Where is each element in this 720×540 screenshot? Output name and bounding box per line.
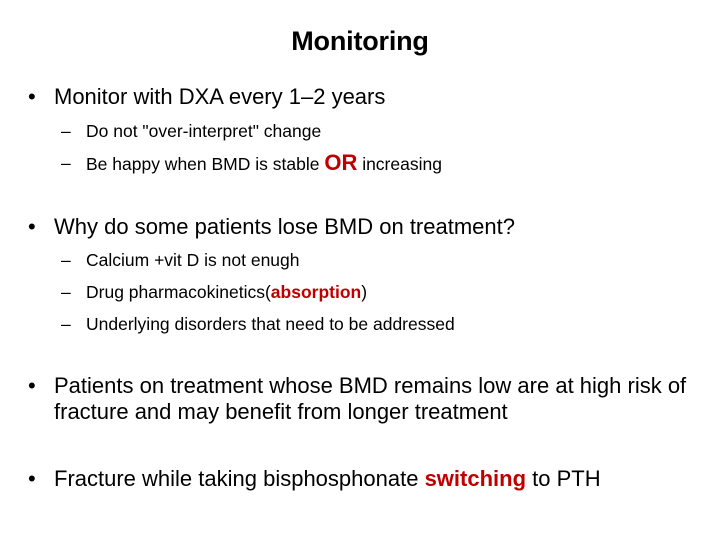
emphasis-absorption: absorption xyxy=(270,282,362,302)
sub-text: Calcium +vit D is not enugh xyxy=(86,250,300,270)
bullet-text: Monitor with DXA every 1–2 years xyxy=(54,84,386,109)
slide-title: Monitoring xyxy=(291,26,429,56)
sub-marker: – xyxy=(61,282,71,302)
sub-marker: – xyxy=(61,121,71,141)
emphasis-switching: switching xyxy=(424,466,527,491)
sub-marker: – xyxy=(61,153,71,173)
bullet-marker: • xyxy=(28,214,36,239)
bullet-marker: • xyxy=(28,84,36,109)
bullet-text xyxy=(28,466,698,492)
sub-item-underlying-disorders xyxy=(61,313,691,335)
sub-text xyxy=(61,281,691,303)
bullet-text-after: to PTH xyxy=(526,466,601,491)
sub-item-be-happy xyxy=(61,152,691,175)
sub-text-before: Be happy when BMD is stable xyxy=(86,154,325,174)
sub-item-over-interpret xyxy=(61,120,691,142)
bullet-text: Why do some patients lose BMD on treatment? xyxy=(54,214,515,239)
sub-marker: – xyxy=(61,250,71,270)
bullet-item-fracture-switching xyxy=(28,466,698,492)
bullet-text-before: Fracture while taking bisphosphonate xyxy=(54,466,425,491)
bullet-marker: • xyxy=(28,466,36,491)
bullet-item-why-lose-bmd xyxy=(28,214,698,240)
emphasis-or: OR xyxy=(324,150,358,175)
sub-text: Do not "over-interpret" change xyxy=(86,121,322,141)
bullet-item-monitor xyxy=(28,84,698,110)
sub-text-before: Drug pharmacokinetics( xyxy=(86,282,271,302)
bullet-item-patients-low-bmd xyxy=(28,373,693,425)
sub-text-after: increasing xyxy=(357,154,442,174)
sub-text xyxy=(61,152,691,175)
sub-item-pharmacokinetics xyxy=(61,281,691,303)
sub-text-after: ) xyxy=(361,282,368,302)
sub-text: Underlying disorders that need to be addressed xyxy=(86,314,455,334)
sub-marker: – xyxy=(61,314,71,334)
bullet-marker: • xyxy=(28,373,36,398)
bullet-text: Patients on treatment whose BMD remains low are at high risk of fracture and may benefit from longer treatment xyxy=(54,373,687,424)
sub-item-calcium xyxy=(61,249,691,271)
